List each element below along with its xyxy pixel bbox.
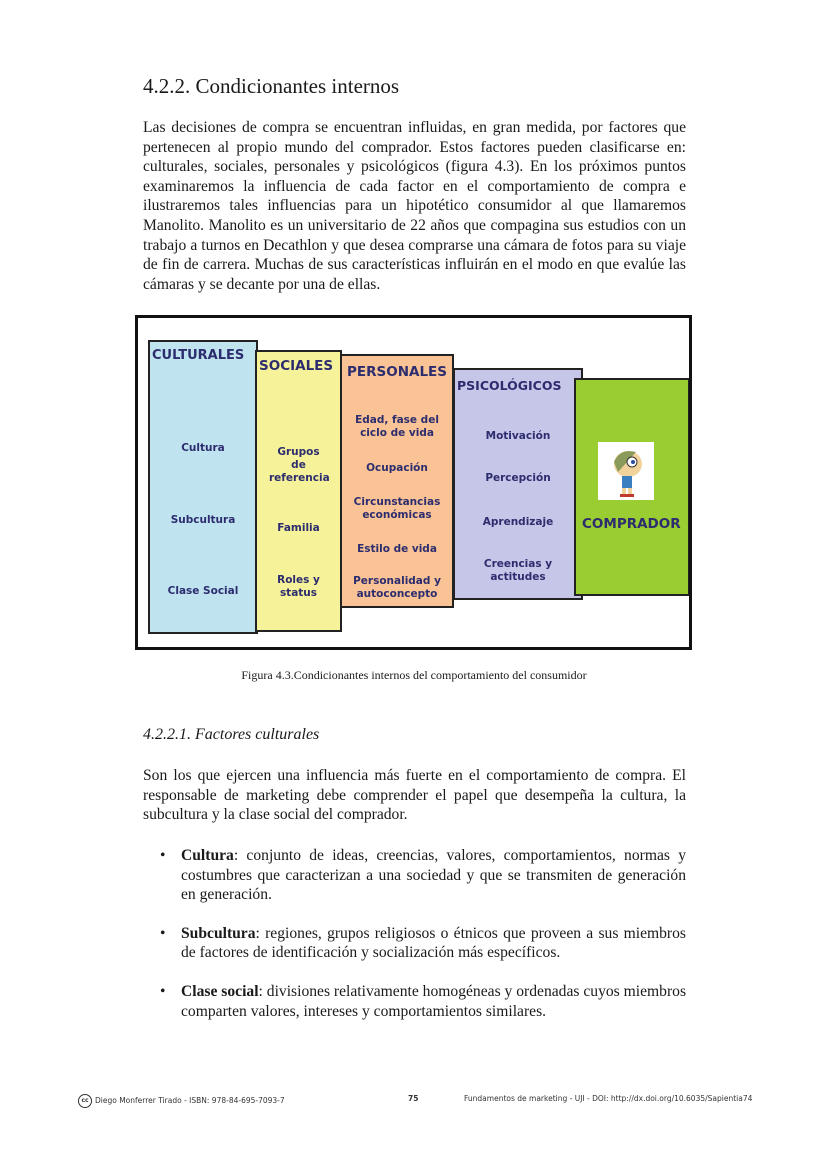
item: Creencias y actitudes — [483, 558, 553, 583]
page-number: 75 — [408, 1094, 419, 1103]
item: Familia — [277, 522, 320, 534]
item: Circunstancias económicas — [353, 496, 441, 521]
definition: : regiones, grupos religiosos o étnicos que proveen a sus miembros de factores de identificación y socialización más específicos. — [181, 924, 686, 962]
box-sociales — [255, 350, 342, 632]
footer-author: Diego Monferrer Tirado - ISBN: 978-84-695-7093-7 — [95, 1096, 285, 1105]
box-psicologicos — [453, 368, 583, 600]
list-item — [160, 982, 686, 1021]
box-personales — [340, 354, 454, 608]
box-culturales — [148, 340, 258, 634]
subsection-heading: 4.2.2.1. Factores culturales — [143, 726, 320, 743]
definition: : conjunto de ideas, creencias, valores, comportamientos, normas y costumbres que caracterizan a una sociedad y que se transmiten de generación en generación. — [181, 847, 686, 904]
creative-commons-icon: cc — [78, 1094, 92, 1108]
item: Grupos de referencia — [269, 446, 330, 484]
paragraph: Son los que ejercen una influencia más fuerte en el comportamiento de compra. El responsable de marketing debe comprender el papel que desempeña la cultura, la subcultura y la clase social del comprador. — [143, 767, 686, 824]
item: Cultura — [181, 442, 225, 454]
item: Clase Social — [167, 585, 239, 597]
list-item — [160, 924, 686, 963]
section-heading: 4.2.2. Condicionantes internos — [143, 74, 400, 98]
footer-left — [78, 1094, 285, 1108]
box-comprador — [574, 378, 690, 596]
definition: : divisiones relativamente homogéneas y ordenadas cuyos miembros comparten valores, intereses y comportamientos similares. — [181, 982, 687, 1020]
term: Subcultura — [181, 924, 256, 942]
figure-caption: Figura 4.3.Condicionantes internos del comportamiento del consumidor — [241, 668, 587, 682]
item: Estilo de vida — [357, 543, 437, 555]
box-title: PSICOLÓGICOS — [457, 378, 562, 393]
item: Roles y status — [277, 574, 320, 599]
box-title: COMPRADOR — [582, 516, 681, 532]
box-title: PERSONALES — [347, 364, 448, 380]
item: Motivación — [485, 430, 551, 442]
item: Aprendizaje — [482, 516, 554, 528]
item: Personalidad y autoconcepto — [353, 575, 441, 600]
figure-diagram — [135, 315, 692, 650]
bullet-list — [160, 846, 686, 1040]
term: Clase social — [181, 982, 259, 1000]
intro-paragraph: Las decisiones de compra se encuentran influidas, en gran medida, por factores que pertenecen al propio mundo del comprador. Estos factores pueden clasificarse en: culturales, sociales, personales y psicológicos (figura 4.3). En los próximos puntos examinaremos la influencia de cada factor en el comportamiento de compra e ilustraremos tales influencias para un hipotético consumidor al que llamaremos Manolito. Manolito es un universitario de 22 años que compagina sus estudios con un trabajo a turnos en Decathlon y que desea comprarse una cámara de fotos para su viaje de fin de carrera. Muchas de sus características influirán en el modo en que evalúe las cámaras y se decante por una de ellas. — [143, 119, 686, 293]
box-title: SOCIALES — [259, 358, 334, 374]
box-title: CULTURALES — [152, 348, 245, 363]
item: Subcultura — [170, 514, 236, 526]
list-item — [160, 846, 686, 905]
item: Percepción — [485, 472, 551, 484]
footer-right: Fundamentos de marketing - UJI - DOI: http://dx.doi.org/10.6035/Sapientia74 — [464, 1094, 753, 1103]
character-illustration-icon — [598, 442, 654, 500]
item: Edad, fase del ciclo de vida — [355, 414, 439, 439]
item: Ocupación — [366, 462, 428, 474]
term: Cultura — [181, 847, 234, 864]
